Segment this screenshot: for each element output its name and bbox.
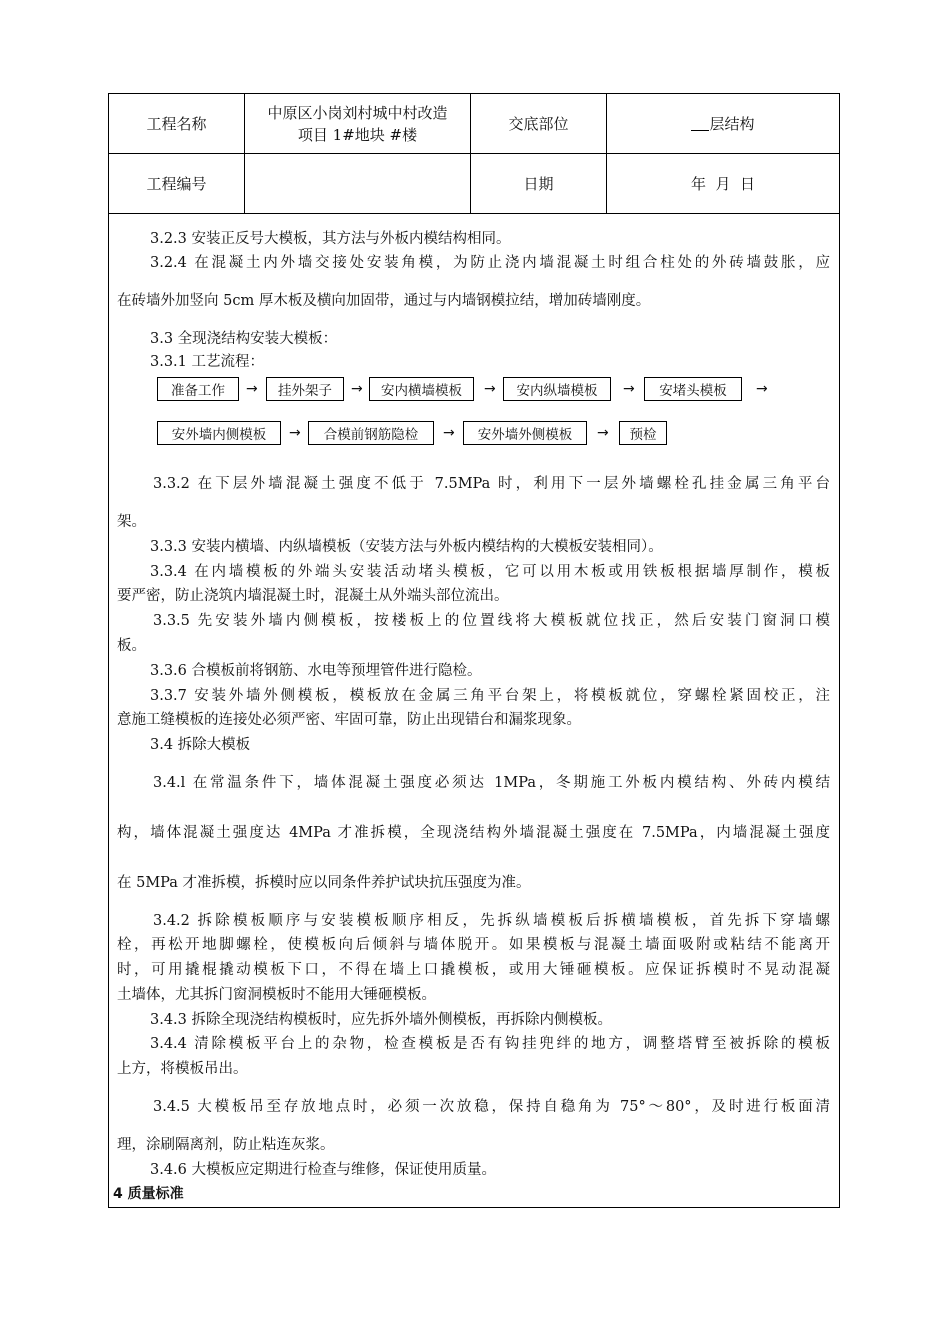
para-3-3-6: 3.3.6 合模板前将钢筋、水电等预埋管件进行隐检。 xyxy=(150,663,482,679)
para-3-2-4-line2: 在砖墙外加竖向 5cm 厚木板及横向加固带，通过与内墙钢模拉结，增加砖墙刚度。 xyxy=(117,293,651,309)
flow-arrow-7: → xyxy=(443,425,455,441)
para-3-3-2-line1: 3.3.2 在下层外墙混凝土强度不低于 7.5MPa 时，利用下一层外墙螺栓孔挂金属三角平台 xyxy=(153,476,830,492)
date-label: 日期 xyxy=(523,174,554,193)
flow-step-3: 安内横墙模板 xyxy=(369,377,474,401)
location-label: 交底部位 xyxy=(508,114,569,133)
para-3-3-1: 3.3.1 工艺流程： xyxy=(150,354,265,370)
para-3-4-2-line2: 栓，再松开地脚螺栓，使模板向后倾斜与墙体脱开。如果模板与混凝土墙面吸附或粘结不能离开 xyxy=(117,937,830,953)
para-3-4-2-line4: 土墙体，尤其拆门窗洞模板时不能用大锤砸模板。 xyxy=(117,987,436,1003)
flow-arrow-1: → xyxy=(246,381,258,397)
project-name-value xyxy=(245,94,470,153)
flow-arrow-2: → xyxy=(351,381,363,397)
project-name-line1: 中原区小岗刘村城中村改造 xyxy=(267,103,448,122)
flow-step-9: 预检 xyxy=(619,421,667,445)
para-3-2-3: 3.2.3 安装正反号大模板，其方法与外板内模结构相同。 xyxy=(150,231,511,247)
para-3-3-7-line2: 意施工缝模板的连接处必须严密、牢固可靠，防止出现错台和漏浆现象。 xyxy=(117,712,581,728)
location-value xyxy=(607,94,839,153)
flow-step-8: 安外墙外侧模板 xyxy=(463,421,587,445)
flow-step-6: 安外墙内侧模板 xyxy=(157,421,281,445)
para-3-4-1-line2: 构，墙体混凝土强度达 4MPa 才准拆模，全现浇结构外墙混凝土强度在 7.5MPa，内墙混凝土强度 xyxy=(117,825,830,841)
para-3-3-5-line1: 3.3.5 先安装外墙内侧模板，按楼板上的位置线将大模板就位找正，然后安装门窗洞口模 xyxy=(153,613,830,629)
flow-arrow-6: → xyxy=(289,425,301,441)
para-3-4-5-line2: 理，涂刷隔离剂，防止粘连灰浆。 xyxy=(117,1137,335,1153)
header-bottom-divider xyxy=(109,213,839,214)
para-3-4-1-line3: 在 5MPa 才准拆模，拆模时应以同条件养护试块抗压强度为准。 xyxy=(117,875,531,891)
project-name-label: 工程名称 xyxy=(146,114,207,133)
para-3-3: 3.3 全现浇结构安装大模板： xyxy=(150,331,338,347)
project-name-line2: 项目 1#地块 #楼 xyxy=(297,125,418,144)
para-3-4-6: 3.4.6 大模板应定期进行检查与维修，保证使用质量。 xyxy=(150,1162,497,1178)
flow-arrow-8: → xyxy=(597,425,609,441)
para-3-4-2-line1: 3.4.2 拆除模板顺序与安装模板顺序相反，先拆纵墙模板后拆横墙模板，首先拆下穿墙螺 xyxy=(153,913,830,929)
flow-arrow-5: → xyxy=(756,381,768,397)
date-value: 年 月 日 xyxy=(690,174,756,193)
flow-step-1: 准备工作 xyxy=(157,377,239,401)
flow-step-4: 安内纵墙模板 xyxy=(503,377,611,401)
project-no-label: 工程编号 xyxy=(146,174,207,193)
para-3-4-4-line2: 上方，将模板吊出。 xyxy=(117,1061,248,1077)
para-3-2-4-line1: 3.2.4 在混凝土内外墙交接处安装角模，为防止浇内墙混凝土时组合柱处的外砖墙鼓胀，应 xyxy=(150,255,830,271)
flow-step-7: 合模前钢筋隐检 xyxy=(308,421,434,445)
flow-arrow-3: → xyxy=(484,381,496,397)
para-3-4-1-line1: 3.4.l 在常温条件下，墙体混凝土强度必须达 1MPa，冬期施工外板内模结构、外砖内模结 xyxy=(153,775,830,791)
para-3-4: 3.4 拆除大模板 xyxy=(150,737,251,753)
para-3-3-7-line1: 3.3.7 安装外墙外侧模板，模板放在金属三角平台架上，将模板就位，穿螺栓紧固校正，注 xyxy=(150,688,830,704)
para-3-3-5-line2: 板。 xyxy=(117,638,146,654)
para-3-4-3: 3.4.3 拆除全现浇结构模板时，应先拆外墙外侧模板，再拆除内侧模板。 xyxy=(150,1012,613,1028)
para-3-3-3: 3.3.3 安装内横墙、内纵墙模板（安装方法与外板内模结构的大模板安装相同）。 xyxy=(150,539,663,555)
para-3-3-4-line1: 3.3.4 在内墙模板的外端头安装活动堵头模板，它可以用木板或用铁板根据墙厚制作，模板 xyxy=(150,564,830,580)
flow-arrow-4: → xyxy=(623,381,635,397)
flow-step-5: 安堵头模板 xyxy=(644,377,742,401)
flow-step-2: 挂外架子 xyxy=(266,377,344,401)
para-3-4-4-line1: 3.4.4 清除模板平台上的杂物，检查模板是否有钩挂兜绊的地方，调整塔臂至被拆除的模板 xyxy=(150,1036,830,1052)
para-3-4-2-line3: 时，可用撬棍撬动模板下口，不得在墙上口撬模板，或用大锤砸模板。应保证拆模时不晃动混凝 xyxy=(117,962,830,978)
location-blank xyxy=(691,116,709,131)
para-3-4-5-line1: 3.4.5 大模板吊至存放地点时，必须一次放稳，保持自稳角为 75°～80°，及时进行板面清 xyxy=(153,1099,830,1115)
section-4-heading: 4 质量标准 xyxy=(113,1186,184,1202)
project-no-value xyxy=(245,154,470,213)
location-value-text: 层结构 xyxy=(709,114,755,133)
para-3-3-2-line2: 架。 xyxy=(117,514,146,530)
para-3-3-4-line2: 要严密，防止浇筑内墙混凝土时，混凝土从外端头部位流出。 xyxy=(117,588,509,604)
